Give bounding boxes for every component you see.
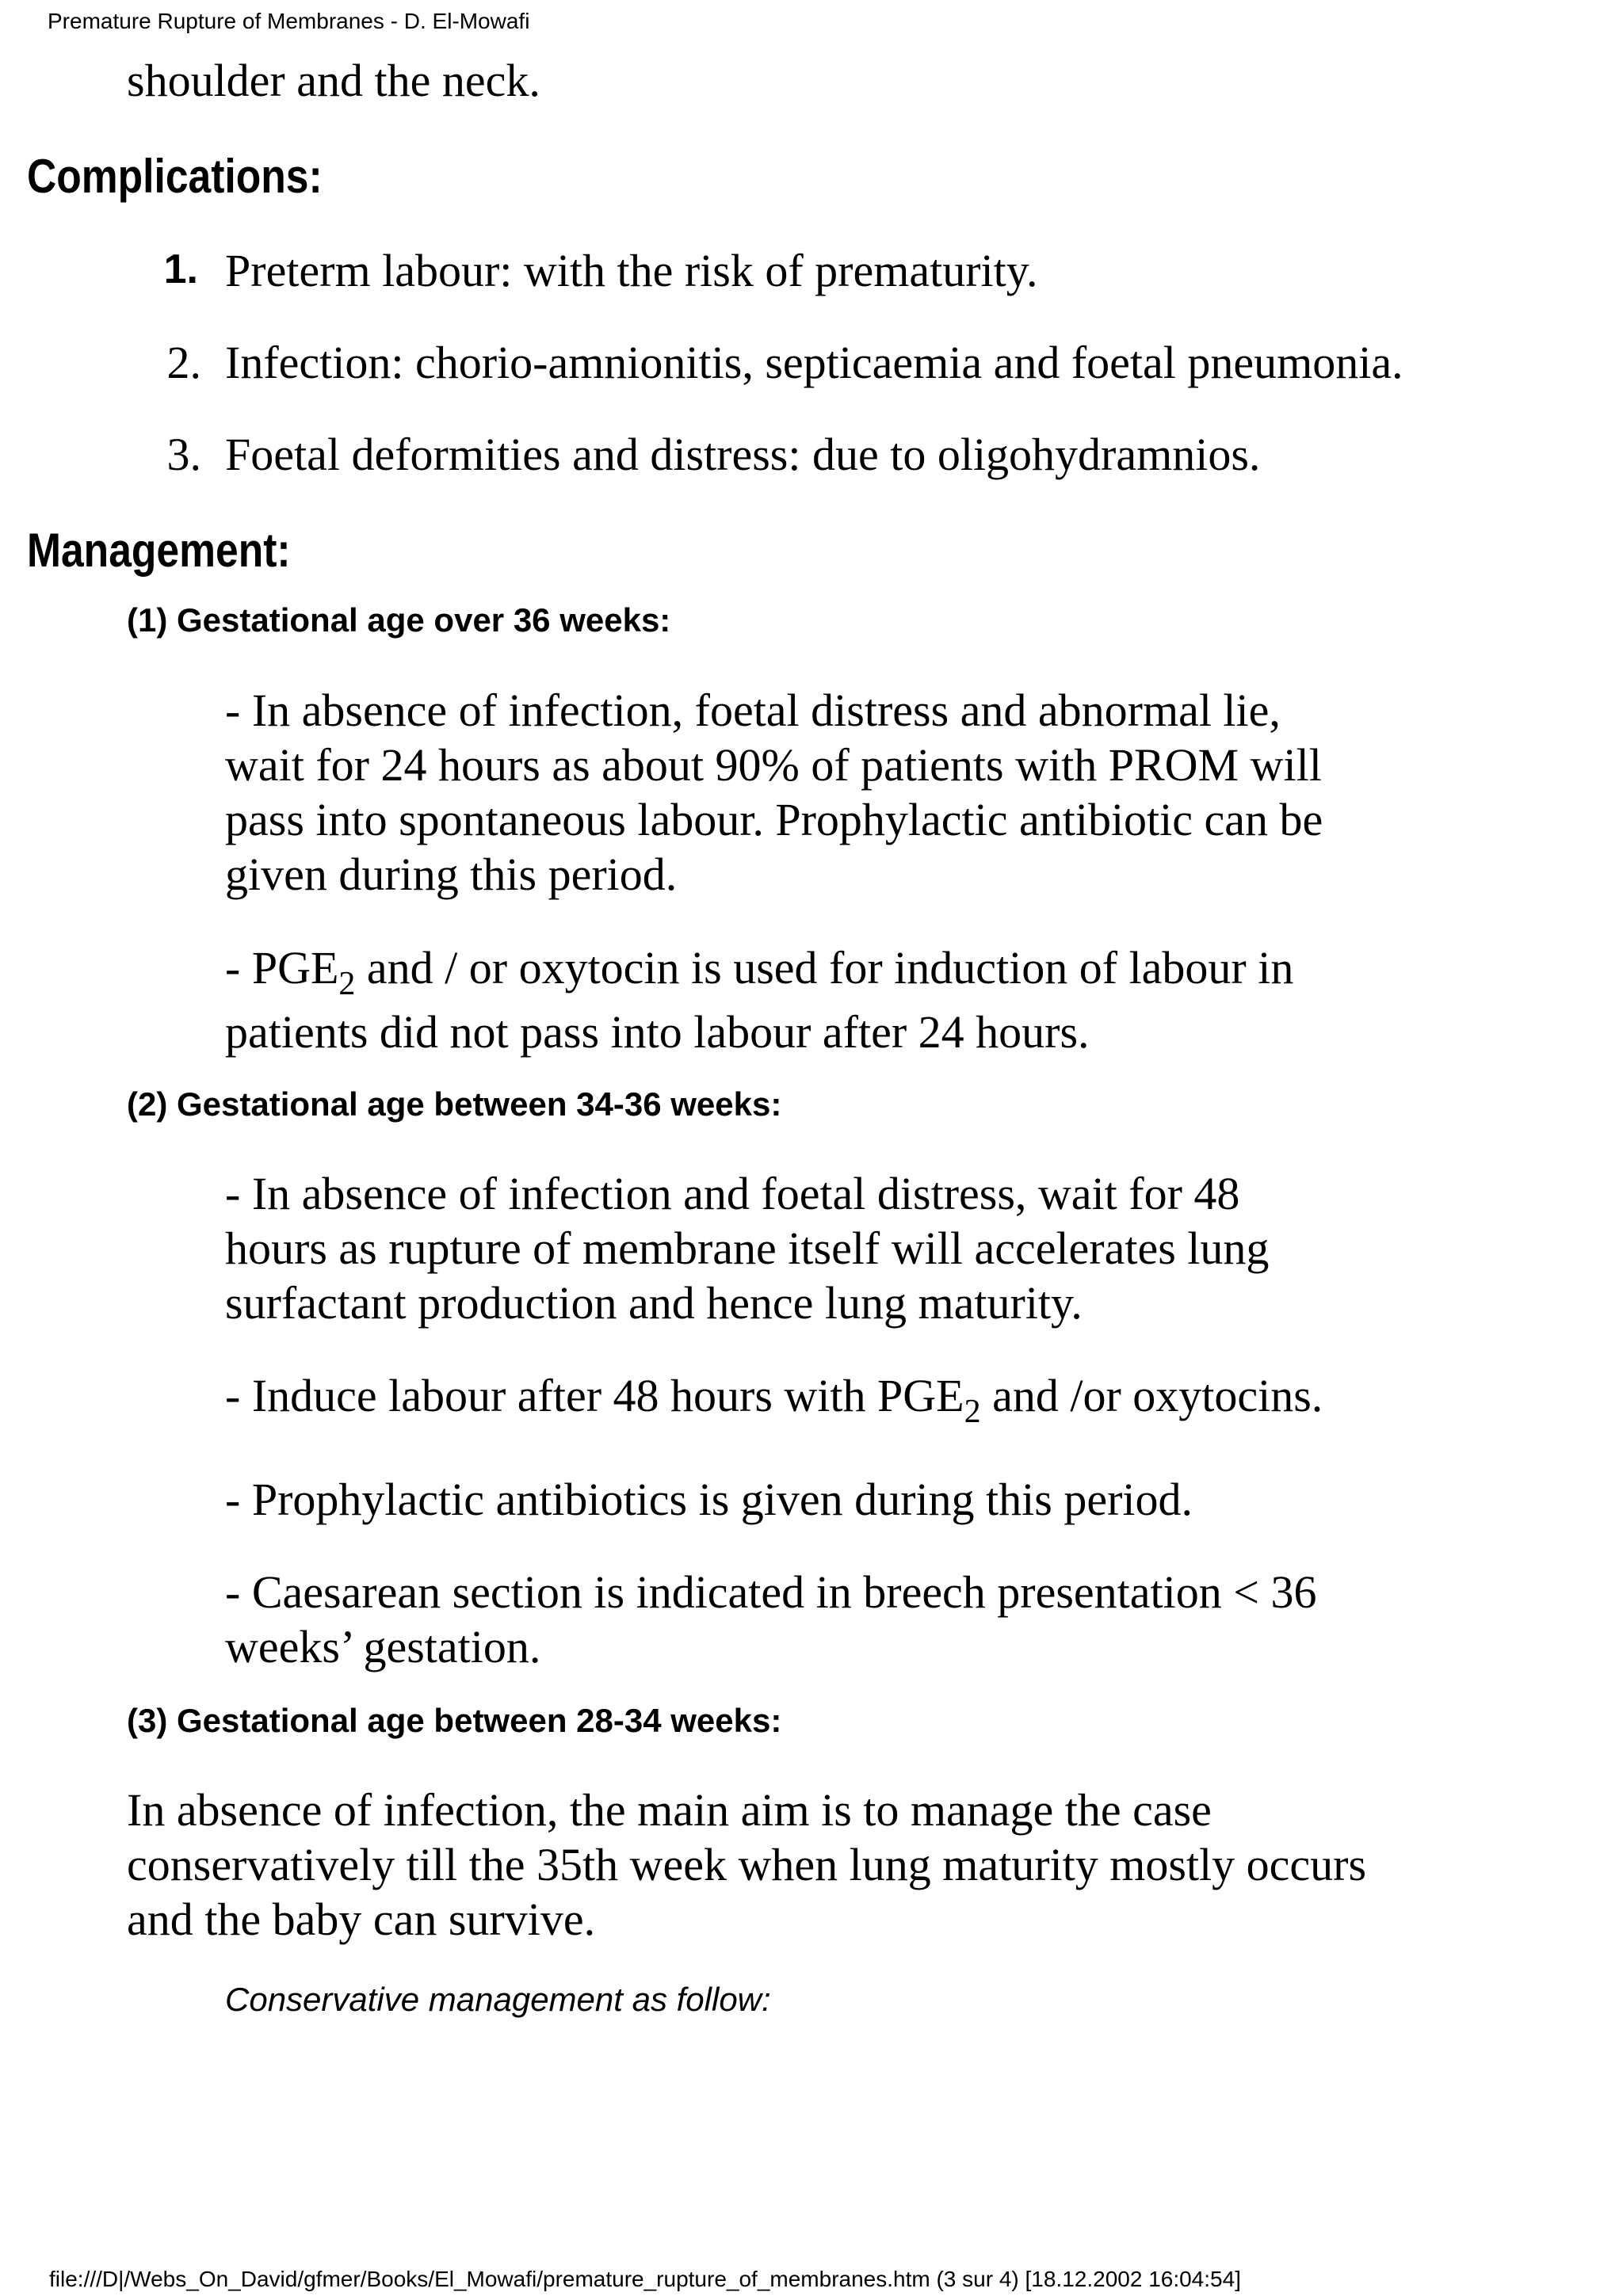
list-item-number: 3. bbox=[166, 429, 201, 480]
management-heading: Management: bbox=[27, 524, 291, 577]
complications-heading: Complications: bbox=[27, 150, 323, 203]
page-header: Premature Rupture of Membranes - D. El-Mowafi bbox=[48, 9, 530, 33]
paragraph bbox=[225, 1368, 1323, 1430]
subheading-conservative: Conservative management as follow: bbox=[225, 1981, 771, 2018]
list-item-text: Preterm labour: with the risk of prematurity. bbox=[225, 245, 1038, 296]
section-heading-28-34: (3) Gestational age between 28-34 weeks: bbox=[127, 1702, 782, 1739]
paragraph-line: - Caesarean section is indicated in breech presentation < 36 bbox=[225, 1566, 1317, 1618]
continuation-text: shoulder and the neck. bbox=[127, 55, 540, 106]
text-run: - Induce labour after 48 hours with PGE bbox=[225, 1370, 964, 1421]
paragraph-line: - In absence of infection, foetal distress and abnormal lie, bbox=[225, 685, 1281, 736]
list-item-text: Foetal deformities and distress: due to oligohydramnios. bbox=[225, 429, 1261, 480]
paragraph-line: and the baby can survive. bbox=[127, 1894, 596, 1945]
paragraph-line: given during this period. bbox=[225, 849, 678, 900]
paragraph-line: - In absence of infection and foetal distress, wait for 48 bbox=[225, 1168, 1240, 1219]
paragraph-line: In absence of infection, the main aim is to manage the case bbox=[127, 1784, 1212, 1836]
list-item-text: Infection: chorio-amnionitis, septicaemia and foetal pneumonia. bbox=[225, 337, 1403, 388]
paragraph-line: conservatively till the 35th week when lung maturity mostly occurs bbox=[127, 1839, 1367, 1890]
text-run: and /or oxytocins. bbox=[980, 1370, 1323, 1421]
paragraph-line: pass into spontaneous labour. Prophylactic antibiotic can be bbox=[225, 794, 1323, 845]
paragraph-line: surfactant production and hence lung maturity. bbox=[225, 1277, 1083, 1329]
section-heading-34-36: (2) Gestational age between 34-36 weeks: bbox=[127, 1085, 782, 1123]
section-heading-over-36: (1) Gestational age over 36 weeks: bbox=[127, 601, 671, 639]
paragraph-line: wait for 24 hours as about 90% of patients with PROM will bbox=[225, 739, 1322, 791]
subscript: 2 bbox=[964, 1394, 981, 1430]
text-run: - PGE bbox=[225, 942, 339, 994]
paragraph-line: hours as rupture of membrane itself will accelerates lung bbox=[225, 1222, 1270, 1274]
list-item-number: 1. bbox=[163, 246, 198, 292]
paragraph-line: patients did not pass into labour after 24 hours. bbox=[225, 1006, 1090, 1058]
text-run: and / or oxytocin is used for induction of labour in bbox=[355, 942, 1294, 994]
subscript: 2 bbox=[338, 966, 356, 1002]
page-footer: file:///D|/Webs_On_David/gfmer/Books/El_Mowafi/premature_rupture_of_membranes.htm (3 sur 4) [18.12.2002 16:04:54] bbox=[49, 2267, 1241, 2291]
paragraph-line: weeks’ gestation. bbox=[225, 1621, 541, 1672]
paragraph: - Prophylactic antibiotics is given during this period. bbox=[225, 1474, 1193, 1525]
paragraph-line bbox=[225, 940, 1294, 1002]
list-item-number: 2. bbox=[166, 337, 201, 388]
